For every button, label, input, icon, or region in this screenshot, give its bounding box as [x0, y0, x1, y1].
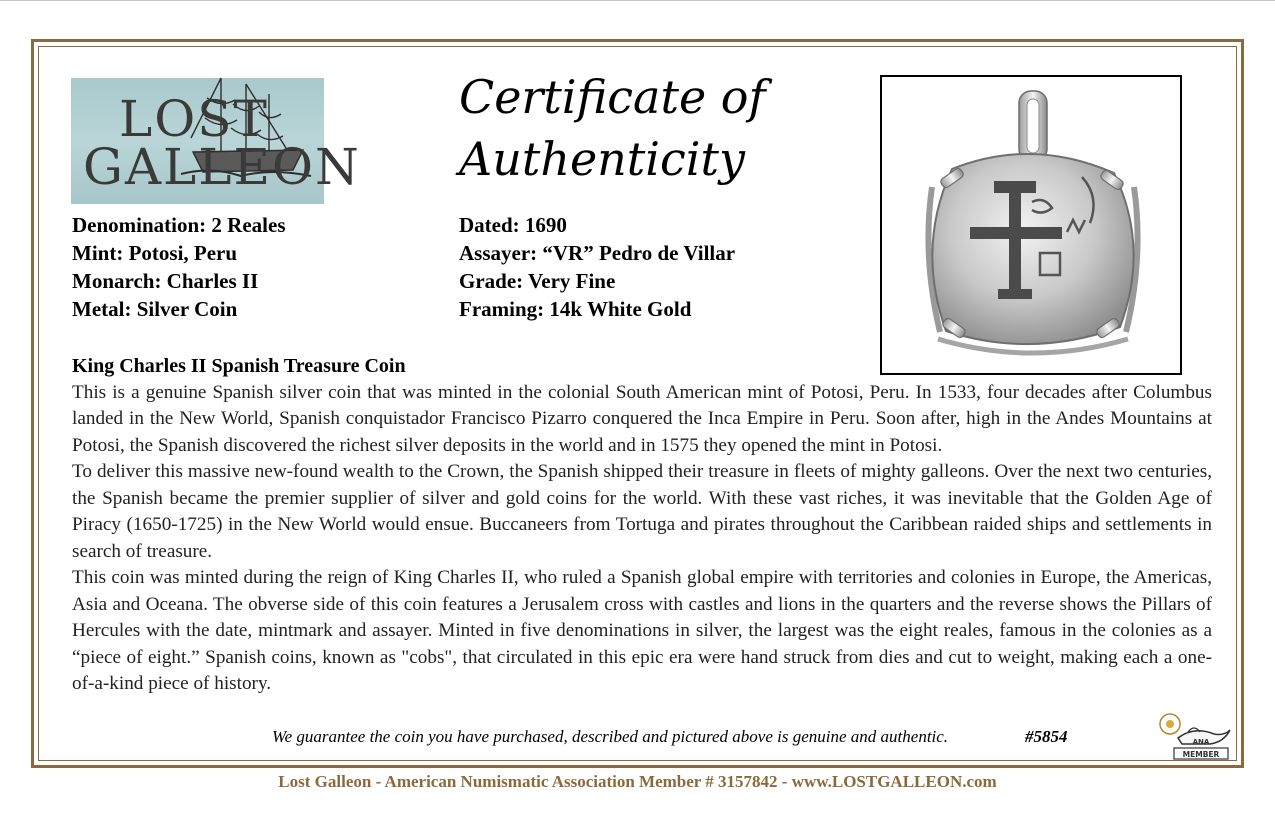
top-divider [0, 0, 1275, 1]
spec-assayer: Assayer: “VR” Pedro de Villar [459, 241, 736, 265]
badge-sublabel: MEMBER [1182, 750, 1220, 759]
title-line2: Authenticity [459, 132, 745, 186]
description-paragraph-2: To deliver this massive new-found wealth to the Crown, the Spanish shipped their treasure in fleets of mighty galleons. Over the next two centuries, the Spanish became the premier supplier of silver and gold coins for the world. With these vast riches, it was inevitable that the Golden Age of Piracy (1650-1725) in the New World would ensue. Buccaneers from Tortuga and pirates throughout the Caribbean raided ships and settlements in search of treasure. [72, 461, 1212, 562]
coin-photo [880, 75, 1182, 375]
logo-text-line2: GALLEON [83, 138, 361, 196]
lost-galleon-logo [71, 78, 361, 204]
coin-specs-right [459, 211, 735, 323]
badge-label: ANA [1192, 738, 1210, 746]
footer-contact: Lost Galleon - American Numismatic Association Member # 3157842 - www.LOSTGALLEON.com [278, 772, 997, 791]
spec-monarch: Monarch: Charles II [72, 269, 259, 293]
description-paragraph-1: This is a genuine Spanish silver coin that was minted in the colonial South American mint of Potosi, Peru. In 1533, four decades after Columbus landed in the New World, Spanish conquistador Francisco Pizarro conquered the Inca Empire in Peru. Soon after, high in the Andes Mountains at Potosi, the Spanish discovered the richest silver deposits in the world and in 1575 they opened the mint in Potosi. [72, 381, 1212, 456]
description-heading: King Charles II Spanish Treasure Coin [72, 355, 406, 377]
spec-dated: Dated: 1690 [459, 213, 567, 237]
certificate-title [459, 66, 819, 190]
coin-specs-left [72, 211, 286, 323]
guarantee-statement: We guarantee the coin you have purchased, described and pictured above is genuine and authentic. [272, 727, 949, 746]
spec-metal: Metal: Silver Coin [72, 297, 238, 321]
ana-lamp-icon [1158, 708, 1234, 760]
silver-coin-pendant-icon [882, 77, 1180, 373]
certificate-description [72, 353, 1212, 698]
logo-text-line1: LOST [119, 90, 269, 148]
title-line1: Certificate of [459, 70, 766, 124]
ana-member-badge [1158, 708, 1234, 760]
spec-denomination: Denomination: 2 Reales [72, 213, 286, 237]
certificate-number: #5854 [1025, 727, 1068, 746]
description-paragraph-3: This coin was minted during the reign of King Charles II, who ruled a Spanish global empire with territories and colonies in Europe, the Americas, Asia and Oceana. The obverse side of this coin features a Jerusalem cross with castles and lions in the quarters and the reverse shows the Pillars of Hercules with the date, mintmark and assayer. Minted in five denominations in silver, the largest was the eight reales, famous in the colonies as a “piece of eight.” Spanish coins, known as "cobs", that circulated in this epic era were hand struck from dies and cut to weight, making each a one-of-a-kind piece of history. [72, 567, 1212, 694]
spec-framing: Framing: 14k White Gold [459, 297, 692, 321]
spec-grade: Grade: Very Fine [459, 269, 616, 293]
spec-mint: Mint: Potosi, Peru [72, 241, 238, 265]
